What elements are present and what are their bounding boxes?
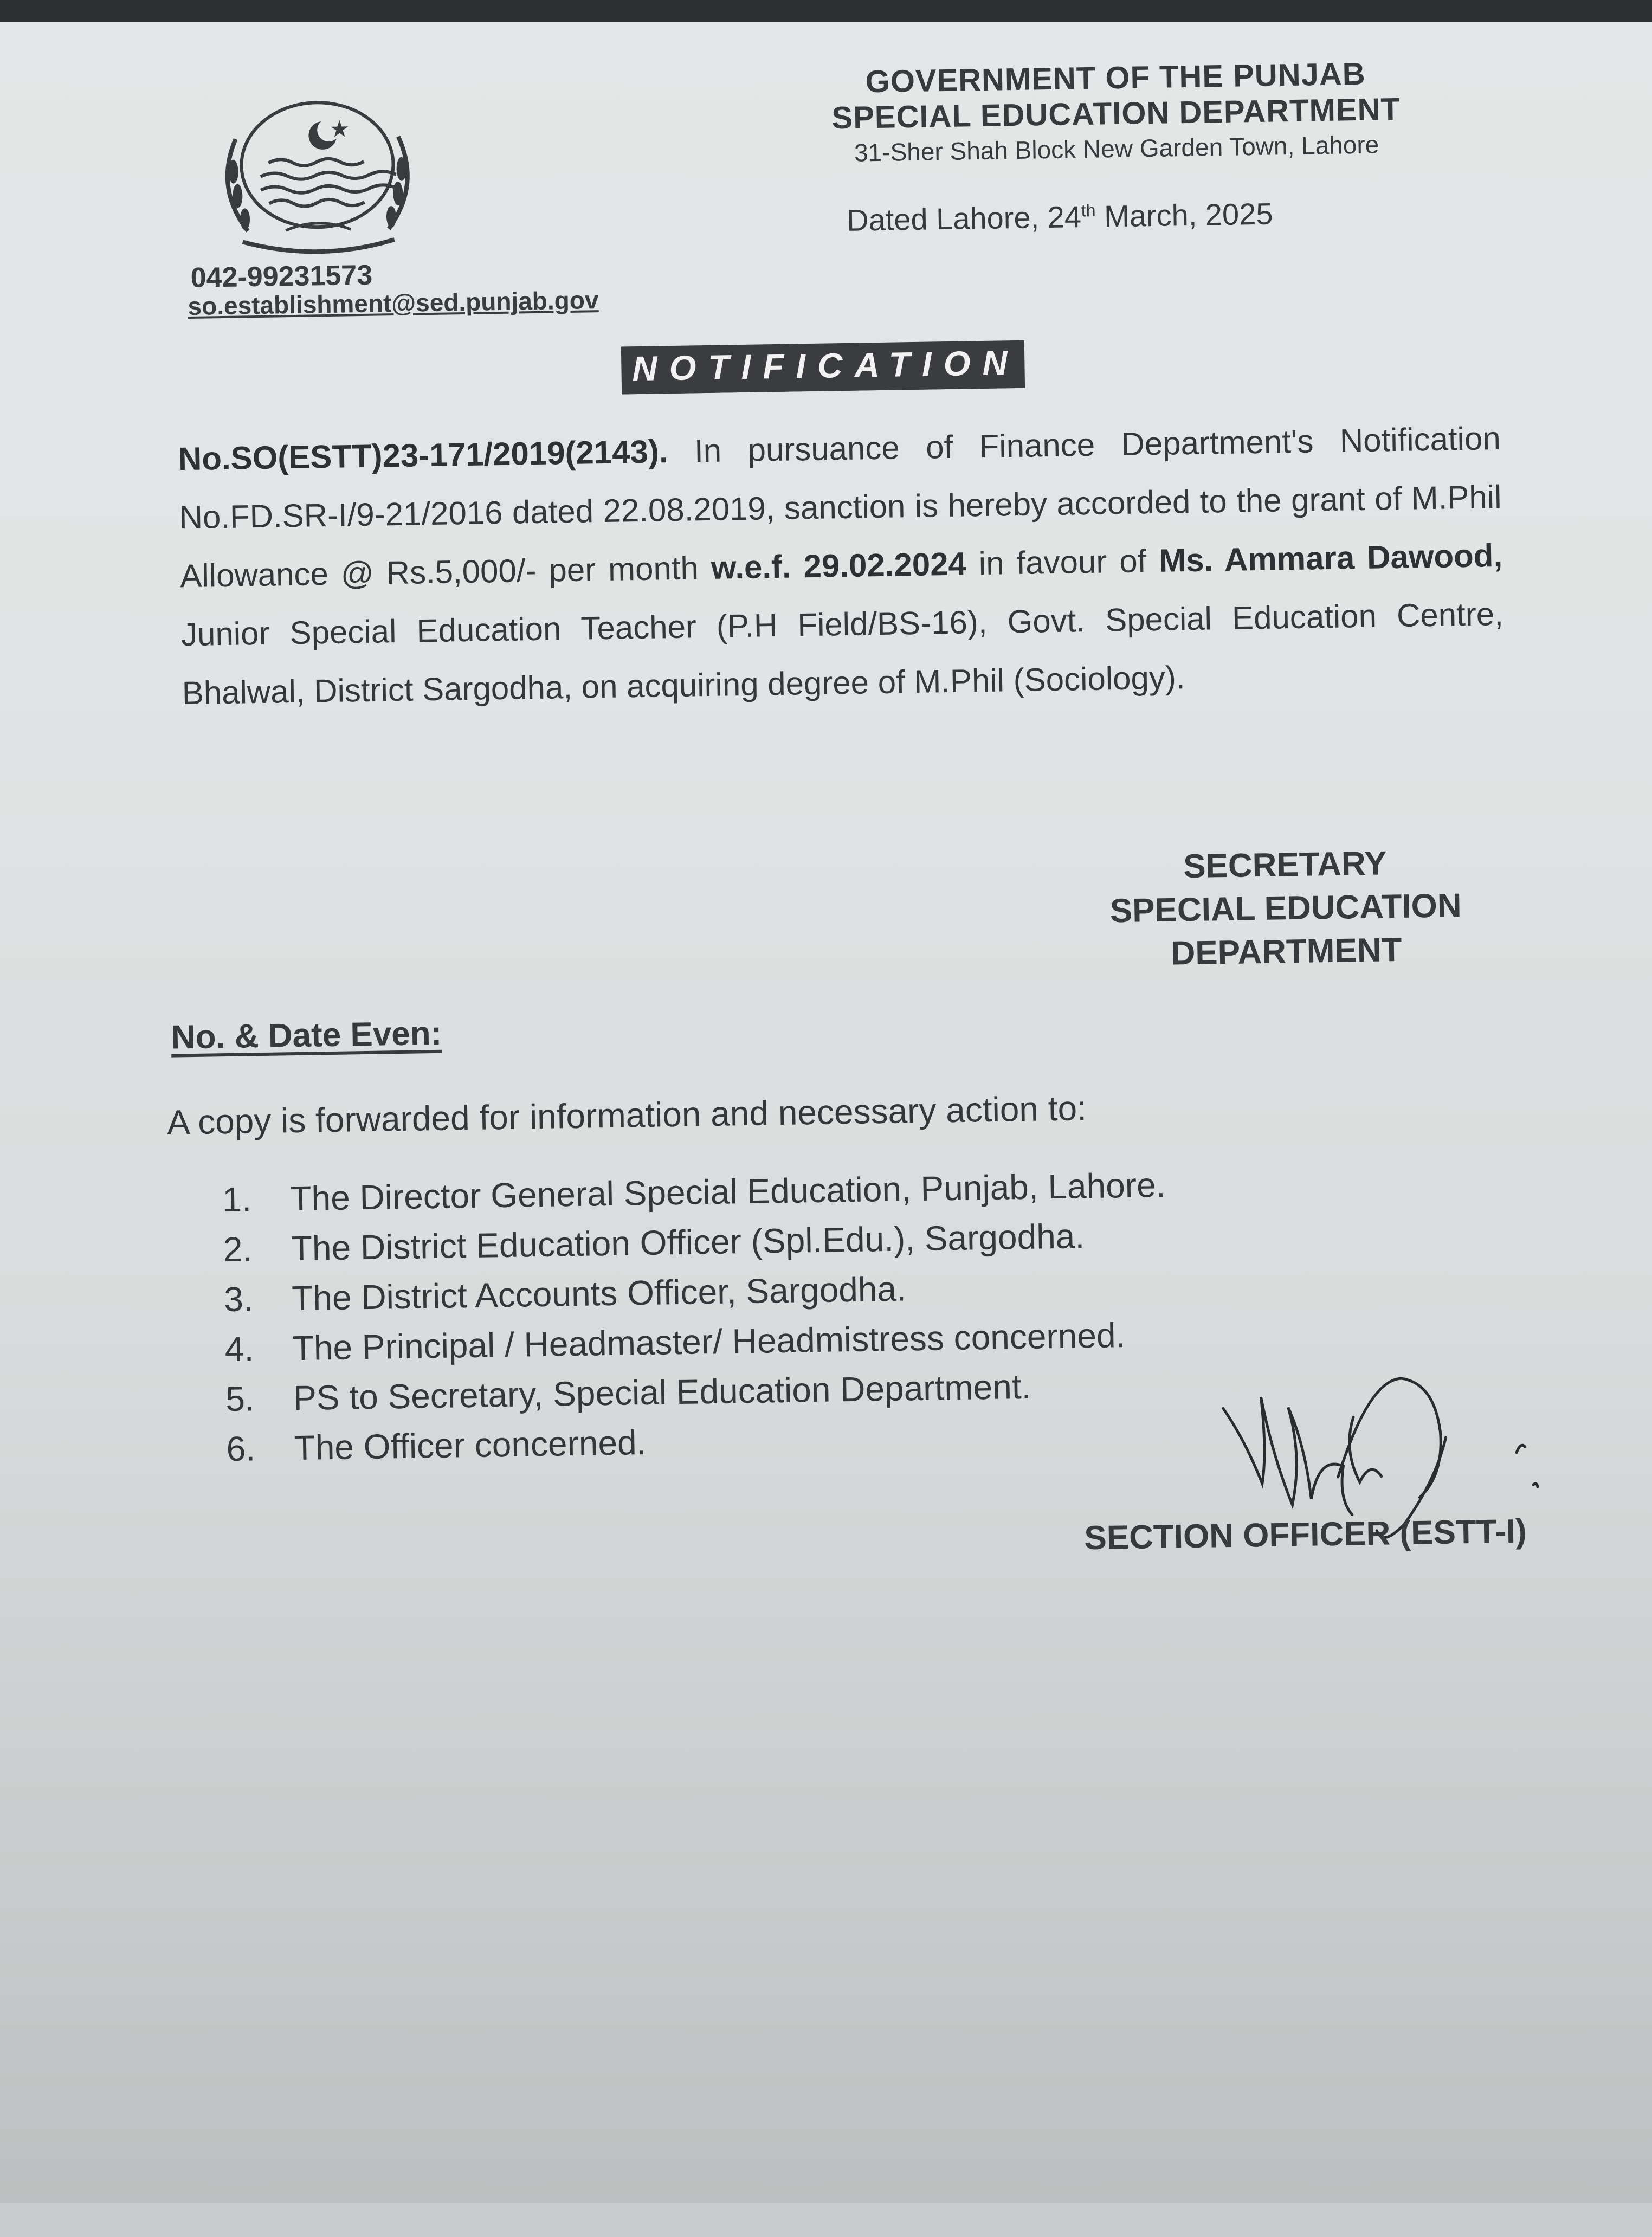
punjab-emblem-icon [202, 93, 433, 259]
list-text: The Director General Special Education, Punjab, Lahore. [289, 1165, 1166, 1219]
list-text: The District Education Officer (Spl.Edu.), Sargodha. [291, 1216, 1085, 1268]
list-text: The District Accounts Officer, Sargodha. [291, 1269, 907, 1318]
government-title: GOVERNMENT OF THE PUNJAB [865, 56, 1366, 100]
body-text-3: Junior Special Education Teacher (P.H Field/BS-16), Govt. Special Education Centre, Bhalwal, District Sargodha, on acquiring degree of M.Phil (Sociology). [180, 595, 1504, 712]
secretary-line-2: SPECIAL EDUCATION [1109, 887, 1462, 930]
notification-title: NOTIFICATION [621, 340, 1025, 395]
dated-line [847, 196, 1273, 238]
secretary-line-3: DEPARTMENT [1170, 931, 1402, 972]
document-content [0, 9, 1652, 2237]
list-number: 3. [223, 1279, 254, 1319]
body-text-1: In pursuance of Finance Department's Notification No.FD.SR-I/9-21/2016 dated 22.08.2019, sanction is hereby accorded to the grant of M.Phil Allowance @ Rs.5,000/- per month [179, 420, 1502, 595]
no-date-even-heading: No. & Date Even: [171, 1014, 442, 1056]
list-text: PS to Secretary, Special Education Department. [293, 1366, 1031, 1418]
dated-prefix: Dated Lahore, 24 [846, 199, 1082, 237]
effective-date: w.e.f. 29.02.2024 [711, 545, 967, 586]
department-address: 31-Sher Shah Block New Garden Town, Lahore [854, 130, 1379, 167]
employee-name: Ms. Ammara Dawood, [1158, 537, 1503, 579]
dated-suffix: March, 2025 [1095, 196, 1273, 234]
department-title: SPECIAL EDUCATION DEPARTMENT [831, 91, 1401, 136]
list-text: The Principal / Headmaster/ Headmistress concerned. [292, 1316, 1126, 1368]
list-number: 1. [222, 1179, 252, 1220]
secretary-line-1: SECRETARY [1183, 844, 1388, 886]
document-page [0, 22, 1652, 2203]
distribution-list [222, 1160, 1170, 1474]
notification-body [178, 409, 1505, 723]
body-text-2: in favour of [966, 542, 1159, 582]
list-number: 6. [226, 1429, 256, 1469]
dated-superscript: th [1081, 201, 1096, 221]
email-address: so.establishment@sed.punjab.gov [188, 286, 599, 320]
copy-forward-text: A copy is forwarded for information and necessary action to: [166, 1088, 1087, 1142]
list-number: 2. [223, 1229, 253, 1269]
phone-number: 042-99231573 [190, 259, 373, 294]
list-number: 5. [225, 1379, 255, 1419]
secretary-block [1041, 840, 1531, 977]
list-text: The Officer concerned. [294, 1422, 647, 1468]
section-officer-title: SECTION OFFICER (ESTT-I) [1083, 1512, 1527, 1557]
department-header [736, 54, 1496, 171]
reference-number: No.SO(ESTT)23-171/2019(2143). [178, 433, 669, 478]
list-number: 4. [224, 1329, 254, 1369]
